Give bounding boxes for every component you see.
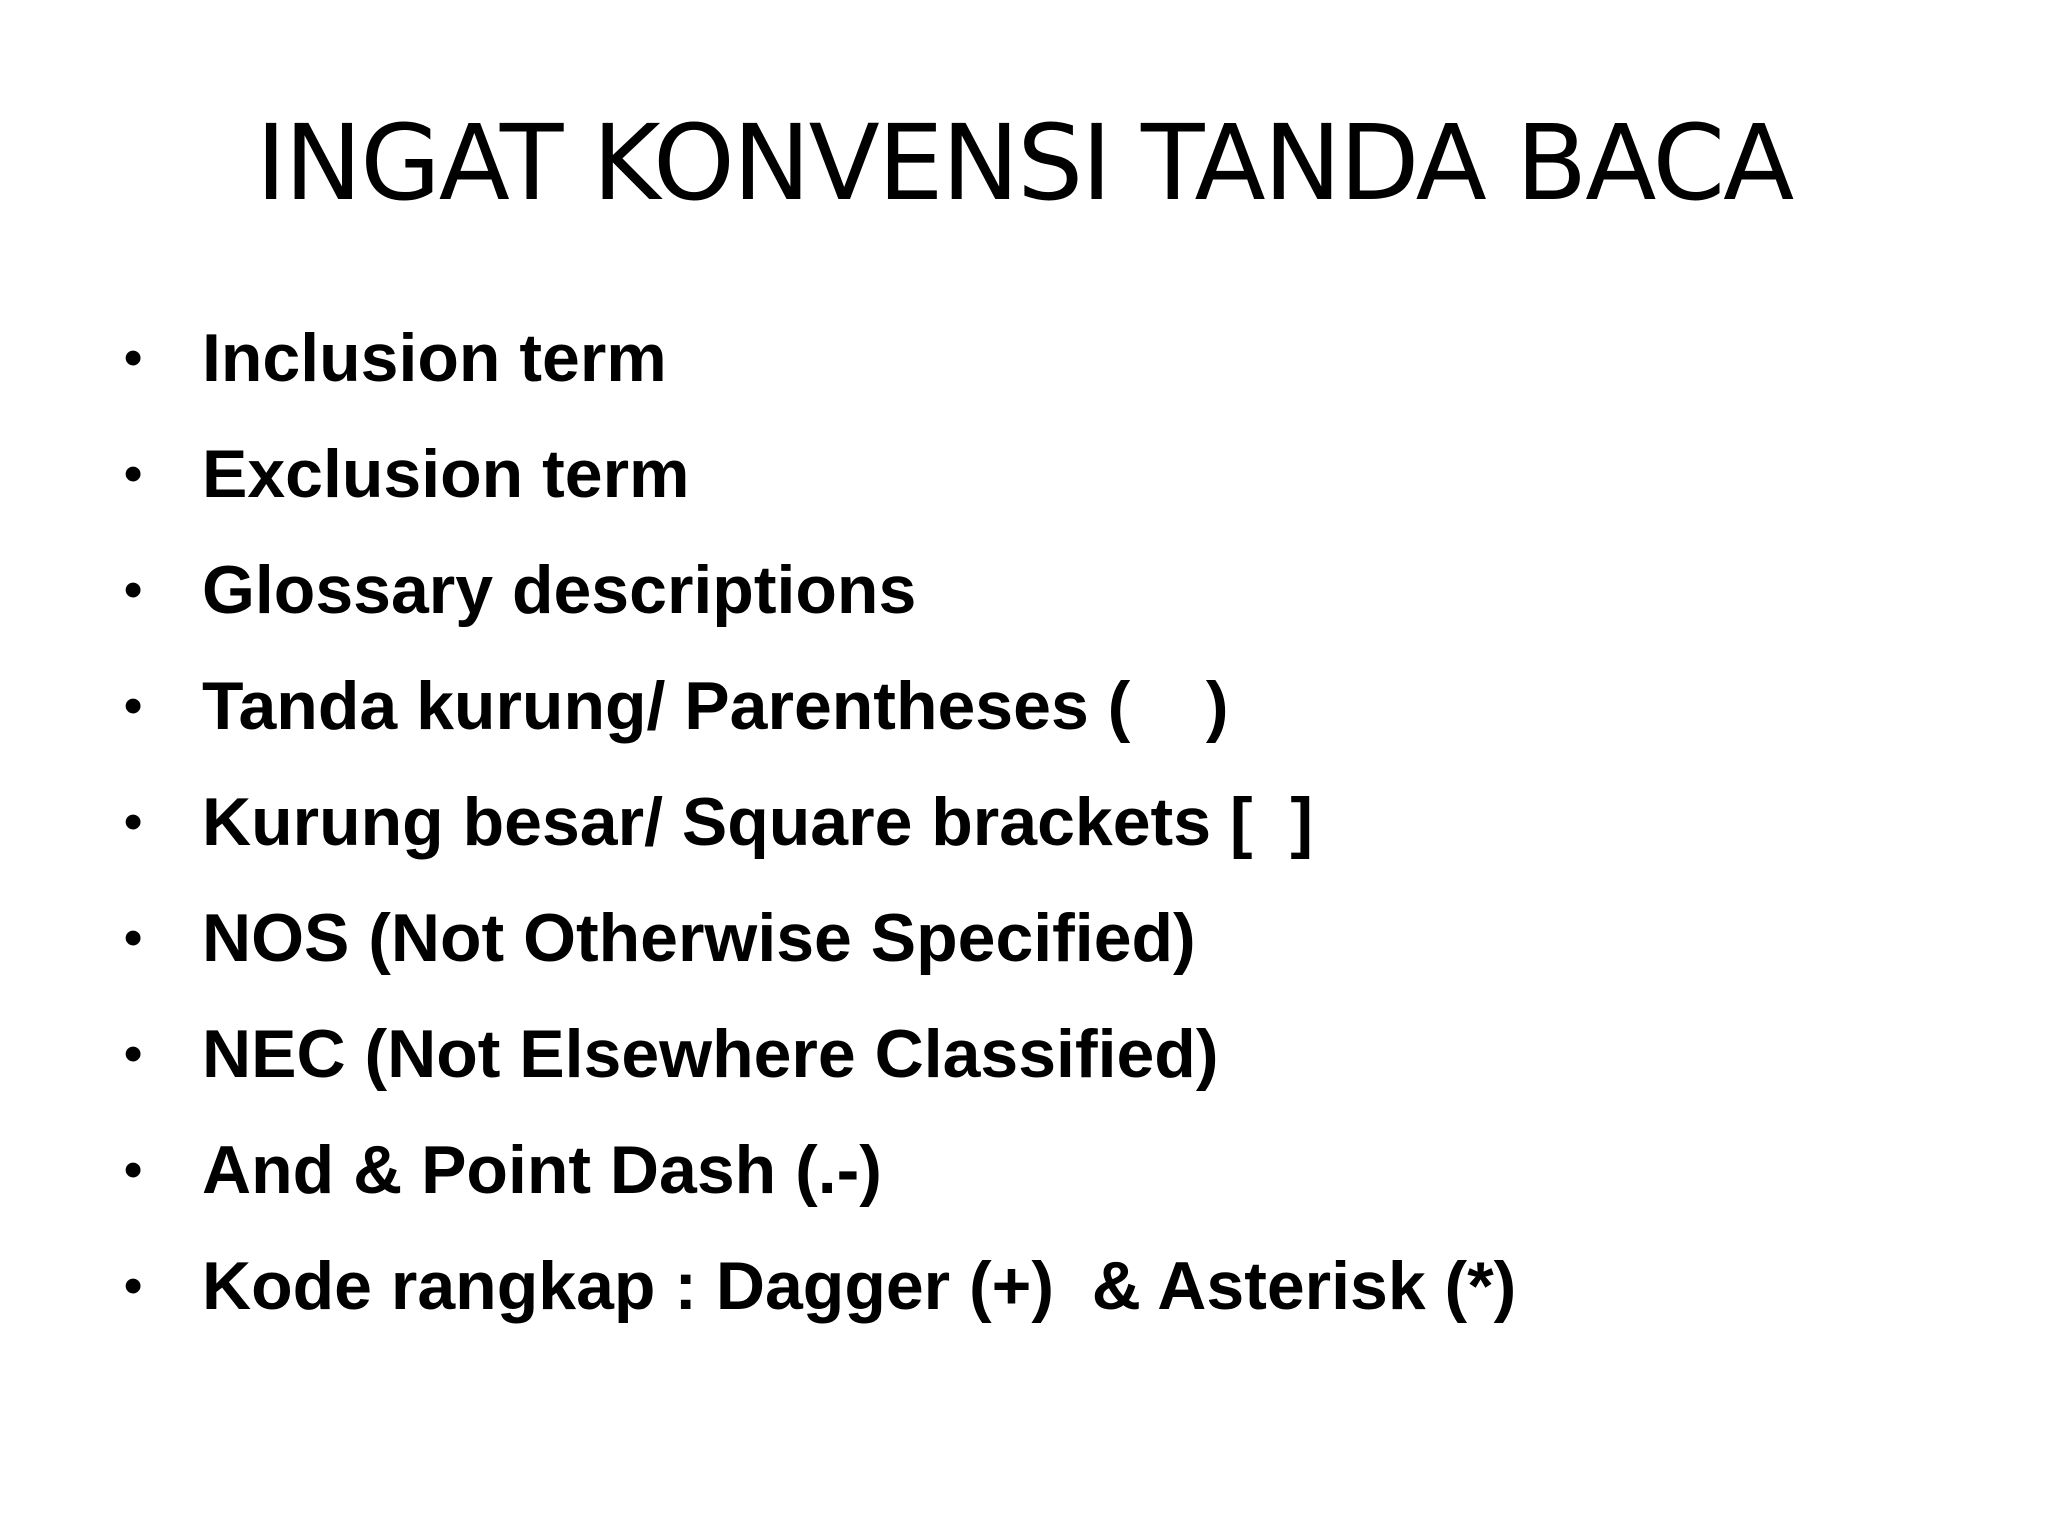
bullet-text: Kurung besar/ Square brackets [ ] — [202, 784, 1313, 860]
bullet-item — [0, 1228, 2048, 1344]
bullet-item — [0, 880, 2048, 996]
bullet-list — [0, 300, 2048, 1344]
bullet-item — [0, 1112, 2048, 1228]
bullet-item — [0, 764, 2048, 880]
bullet-dot-icon: • — [124, 329, 143, 387]
bullet-item — [0, 300, 2048, 416]
bullet-dot-icon: • — [124, 677, 143, 735]
bullet-text: Tanda kurung/ Parentheses ( ) — [202, 668, 1229, 744]
bullet-item — [0, 648, 2048, 764]
bullet-item — [0, 532, 2048, 648]
bullet-item — [0, 996, 2048, 1112]
bullet-dot-icon: • — [124, 909, 143, 967]
bullet-text: NEC (Not Elsewhere Classified) — [202, 1016, 1219, 1092]
bullet-text: NOS (Not Otherwise Specified) — [202, 900, 1196, 976]
bullet-dot-icon: • — [124, 1141, 143, 1199]
slide-title: INGAT KONVENSI TANDA BACA — [255, 102, 1793, 224]
bullet-dot-icon: • — [124, 793, 143, 851]
bullet-text: Exclusion term — [202, 436, 690, 512]
bullet-dot-icon: • — [124, 445, 143, 503]
bullet-item — [0, 416, 2048, 532]
bullet-dot-icon: • — [124, 561, 143, 619]
bullet-dot-icon: • — [124, 1025, 143, 1083]
bullet-text: Kode rangkap : Dagger (+) & Asterisk (*) — [202, 1248, 1517, 1324]
bullet-dot-icon: • — [124, 1257, 143, 1315]
bullet-text: Glossary descriptions — [202, 552, 917, 628]
bullet-text: And & Point Dash (.-) — [202, 1132, 882, 1208]
bullet-text: Inclusion term — [202, 320, 667, 396]
